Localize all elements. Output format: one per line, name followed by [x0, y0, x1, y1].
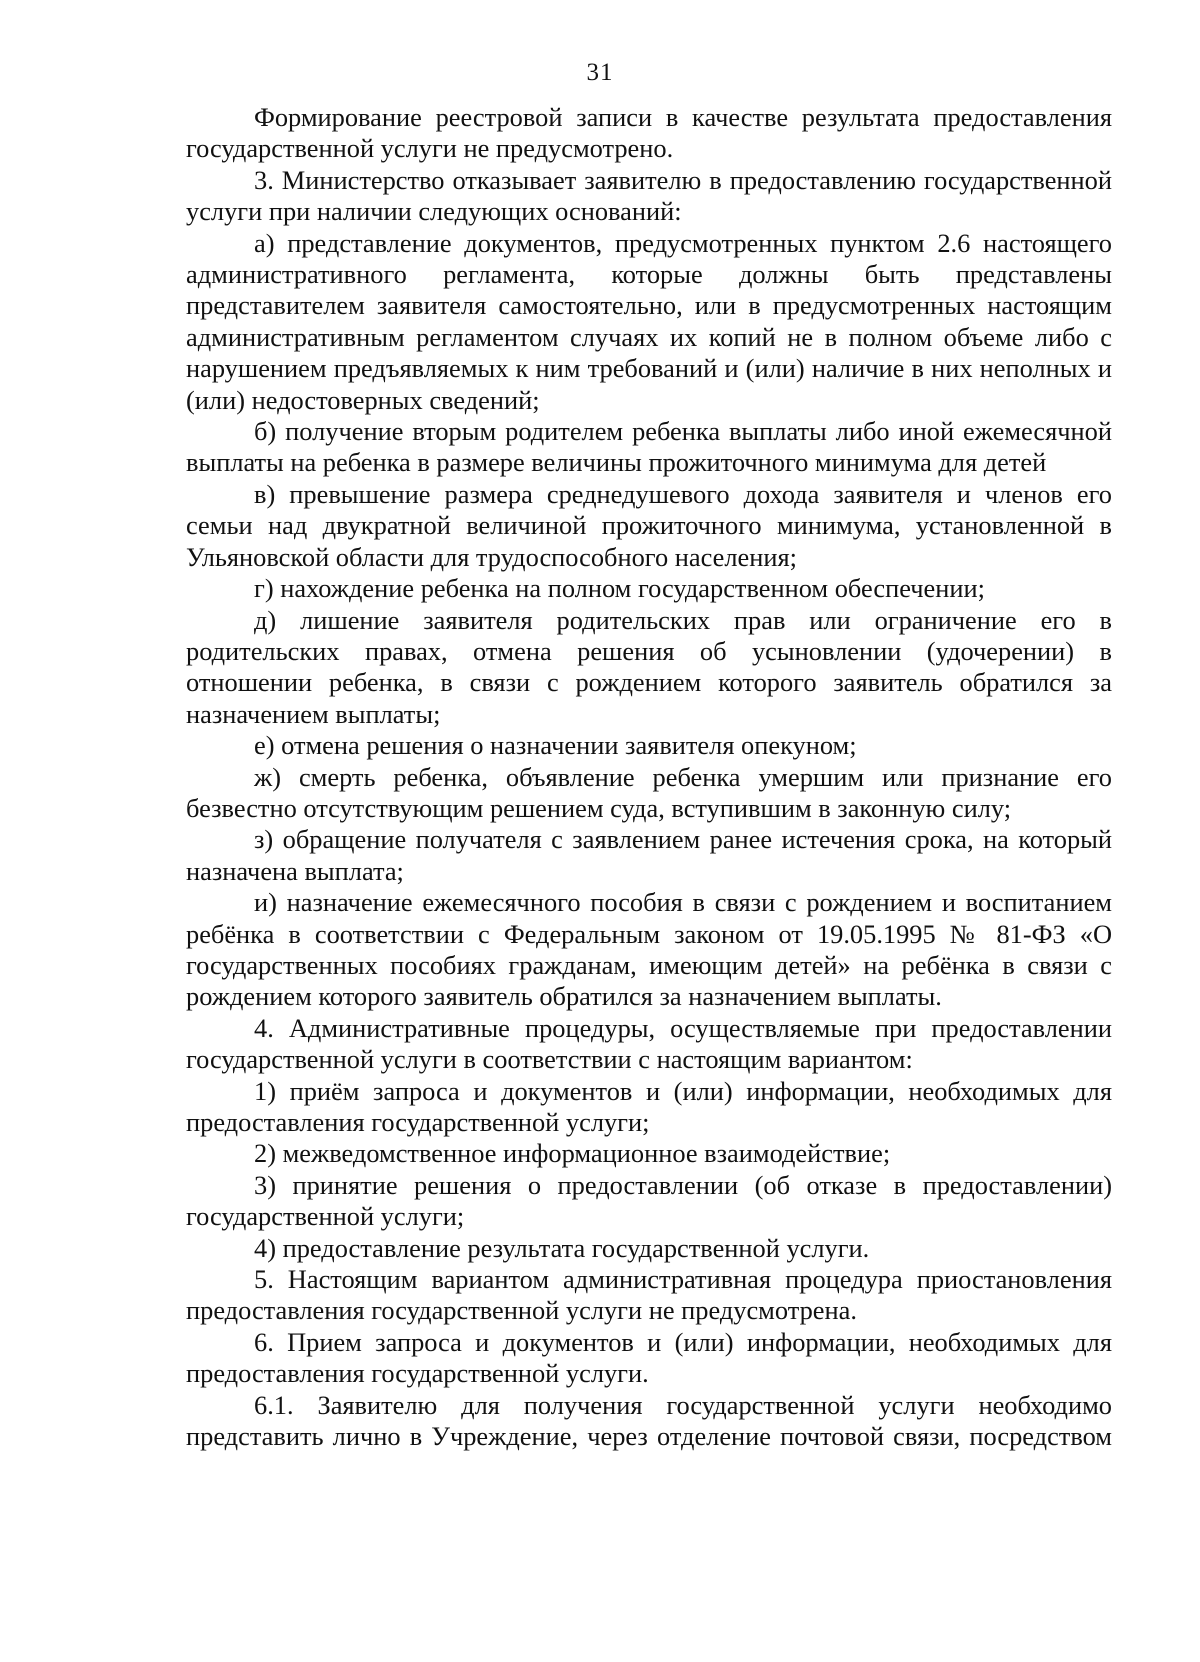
paragraph-ground-v: в) превышение размера среднедушевого дохода заявителя и членов его семьи над двукратной величиной прожиточного минимума, установленной в Ульяновской области для трудоспособного населения;: [186, 478, 1112, 572]
paragraph-administrative-procedures: 4. Административные процедуры, осуществляемые при предоставлении государственной услуги в соответствии с настоящим вариантом:: [186, 1012, 1112, 1075]
paragraph-refusal-grounds: 3. Министерство отказывает заявителю в предоставлению государственной услуги при наличии следующих оснований:: [186, 164, 1112, 227]
page-number: 31: [586, 59, 614, 86]
paragraph-ground-e: е) отмена решения о назначении заявителя опекуном;: [254, 730, 857, 761]
paragraph-ground-a: а) представление документов, предусмотренных пунктом 2.6 настоящего административного регламента, которые должны быть представлены представителем заявителя самостоятельно, или в предусмотренных настоящим административным регламентом случаях их копий не в полном объеме либо с нарушением предъявляемых к ним требований и (или) наличие в них неполных и (или) недостоверных сведений;: [186, 227, 1112, 415]
paragraph-ground-b: б) получение вторым родителем ребенка выплаты либо иной ежемесячной выплаты на ребенка в размере величины прожиточного минимума для детей: [186, 416, 1112, 478]
paragraph-procedure-1: 1) приём запроса и документов и (или) информации, необходимых для предоставления государственной услуги;: [186, 1075, 1112, 1137]
paragraph-ground-g: г) нахождение ребенка на полном государственном обеспечении;: [254, 573, 985, 604]
paragraph-ground-i: и) назначение ежемесячного пособия в связи с рождением и воспитанием ребёнка в соответствии с Федеральным законом от 19.05.1995 № 81-ФЗ «О государственных пособиях гражданам, имеющим детей» на ребёнка в связи с рождением которого заявитель обратился за назначением выплаты.: [186, 887, 1112, 1012]
paragraph-procedure-4: 4) предоставление результата государственной услуги.: [254, 1232, 870, 1263]
paragraph-suspension: 5. Настоящим вариантом административная процедура приостановления предоставления государственной услуги не предусмотрена.: [186, 1264, 1112, 1326]
paragraph-procedure-2: 2) межведомственное информационное взаимодействие;: [254, 1138, 891, 1169]
paragraph-ground-d: д) лишение заявителя родительских прав или ограничение его в родительских правах, отмена решения об усыновлении (удочерении) в отношении ребенка, в связи с рождением которого заявитель обратился за назначением выплаты;: [186, 604, 1112, 729]
paragraph-ground-zh: ж) смерть ребенка, объявление ребенка умершим или признание его безвестно отсутствующим решением суда, вступившим в законную силу;: [186, 761, 1112, 823]
paragraph-6-1: 6.1. Заявителю для получения государственной услуги необходимо представить лично в Учреждение, через отделение почтовой связи, посредством: [186, 1389, 1112, 1452]
paragraph-procedure-3: 3) принятие решения о предоставлении (об отказе в предоставлении) государственной услуги;: [186, 1169, 1112, 1232]
paragraph-registry-record: Формирование реестровой записи в качестве результата предоставления государственной услуги не предусмотрено.: [186, 102, 1112, 164]
document-body: [186, 102, 1112, 1452]
paragraph-ground-z: з) обращение получателя с заявлением ранее истечения срока, на который назначена выплата;: [186, 824, 1112, 886]
paragraph-request-intake: 6. Прием запроса и документов и (или) информации, необходимых для предоставления государственной услуги.: [186, 1326, 1112, 1389]
